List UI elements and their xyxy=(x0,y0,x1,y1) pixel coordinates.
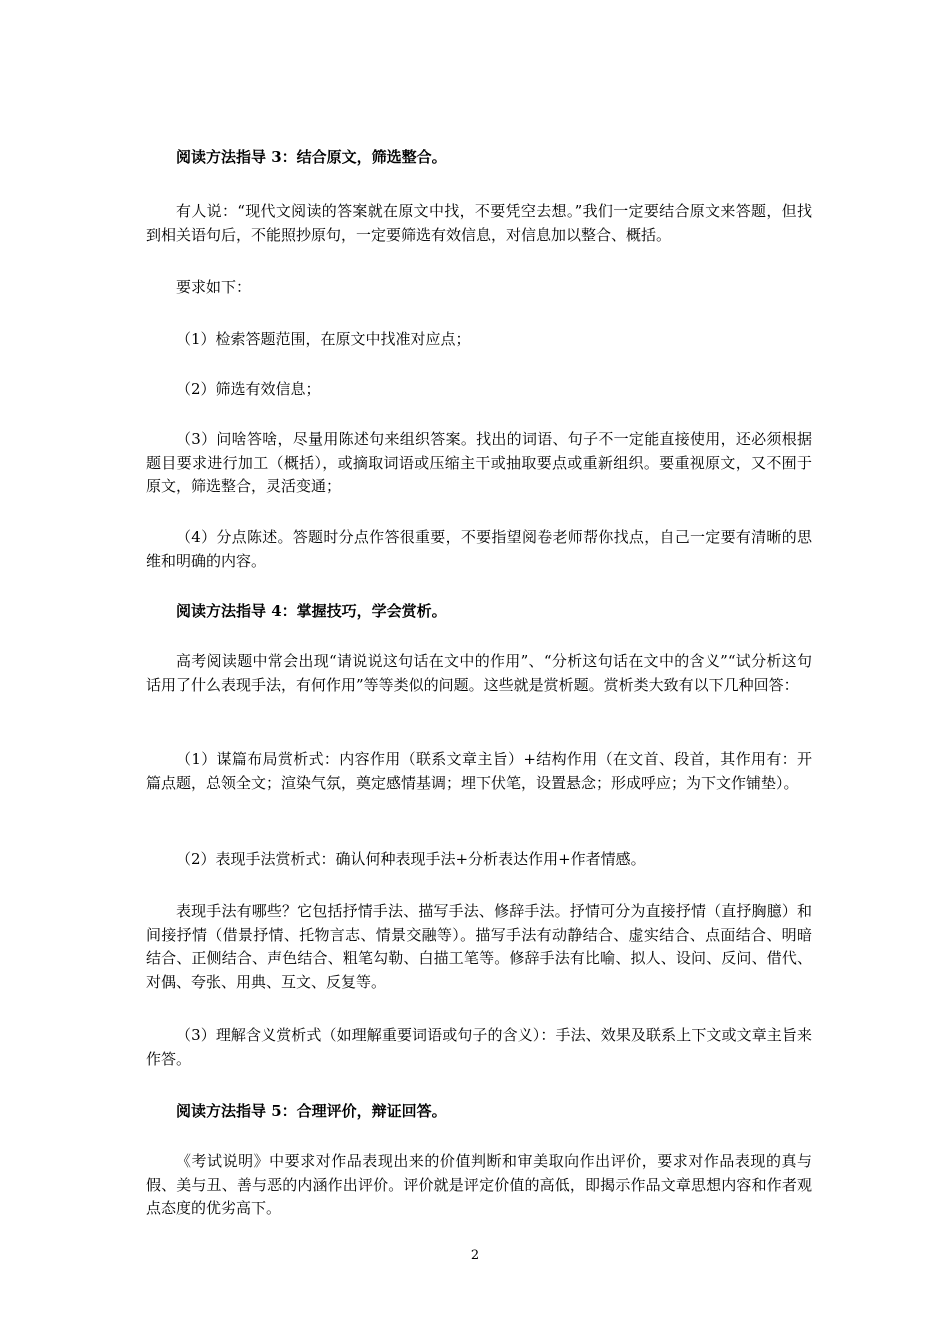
paragraph: 《考试说明》中要求对作品表现出来的价值判断和审美取向作出评价，要求对作品表现的真与假、美与丑、善与恶的内涵作出评价。评价就是评定价值的高低，即揭示作品文章思想内容和作者观点态度的优劣高下。 xyxy=(146,1152,812,1217)
list-item: （2）筛选有效信息； xyxy=(176,380,321,398)
paragraph: 高考阅读题中常会出现“请说说这句话在文中的作用”、“分析这句话在文中的含义”“试分析这句话用了什么表现手法，有何作用”等等类似的问题。这些就是赏析题。赏析类大致有以下几种回答： xyxy=(146,652,812,694)
paragraph: 有人说：“现代文阅读的答案就在原文中找，不要凭空去想。”我们一定要结合原文来答题，但找到相关语句后，不能照抄原句，一定要筛选有效信息，对信息加以整合、概括。 xyxy=(146,202,812,244)
list-item: （2）表现手法赏析式：确认何种表现手法+分析表达作用+作者情感。 xyxy=(176,850,646,868)
list-item: （1）检索答题范围，在原文中找准对应点； xyxy=(176,330,471,348)
page-number: 2 xyxy=(470,1248,480,1263)
section-heading-4: 阅读方法指导 4：掌握技巧，学会赏析。 xyxy=(176,602,447,620)
paragraph: 表现手法有哪些？它包括抒情手法、描写手法、修辞手法。抒情可分为直接抒情（直抒胸臆）和间接抒情（借景抒情、托物言志、情景交融等）。描写手法有动静结合、虚实结合、点面结合、明暗结合、正侧结合、声色结合、粗笔勾勒、白描工笔等。修辞手法有比喻、拟人、设问、反问、借代、对偶、夸张、用典、互文、反复等。 xyxy=(146,902,812,991)
paragraph: 要求如下： xyxy=(176,278,252,296)
list-item: （3）问啥答啥，尽量用陈述句来组织答案。找出的词语、句子不一定能直接使用，还必须根据题目要求进行加工（概括），或摘取词语或压缩主干或抽取要点或重新组织。要重视原文，又不囿于原文，筛选整合，灵活变通； xyxy=(146,430,812,495)
list-item: （3）理解含义赏析式（如理解重要词语或句子的含义）：手法、效果及联系上下文或文章主旨来作答。 xyxy=(146,1026,812,1068)
list-item: （1）谋篇布局赏析式：内容作用（联系文章主旨）+结构作用（在文首、段首，其作用有：开篇点题，总领全文；渲染气氛，奠定感情基调；埋下伏笔，设置悬念；形成呼应；为下文作铺垫）。 xyxy=(146,750,812,792)
section-heading-5: 阅读方法指导 5：合理评价，辩证回答。 xyxy=(176,1102,447,1120)
list-item: （4）分点陈述。答题时分点作答很重要，不要指望阅卷老师帮你找点，自己一定要有清晰的思维和明确的内容。 xyxy=(146,528,812,570)
section-heading-3: 阅读方法指导 3：结合原文，筛选整合。 xyxy=(176,148,447,166)
